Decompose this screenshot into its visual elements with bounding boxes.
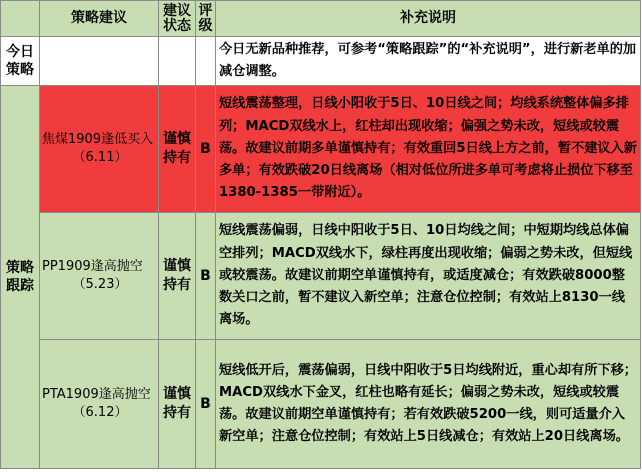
strategy-name-text: PP1909逢高抛空 — [42, 259, 143, 274]
header-note: 补充说明 — [216, 1, 641, 37]
tracking-row-pta — [1, 340, 641, 469]
status-cell: 谨慎持有 — [159, 213, 196, 340]
today-status-empty — [159, 37, 196, 86]
strategy-name-text: 焦煤1909逢低买入 — [42, 132, 154, 147]
header-strategy: 策略建议 — [40, 1, 159, 37]
strategy-date: （6.12） — [72, 405, 128, 420]
note-cell: 短线震荡偏弱，日线中阳收于5日、10日均线之间；中短期均线总体偏空排列；MACD双线水下，绿柱再度出现收缩；偏弱之势未改，但短线或较震荡。故建议前期空单谨慎持有，或适度减仓；有效跌破8000整数关口之前，暂不建议入新空单；注意仓位控制；有效站上8130一线离场。 — [216, 213, 641, 340]
today-note: 今日无新品种推荐，可参考“策略跟踪”的“补充说明”，进行新老单的加减仓调整。 — [216, 37, 641, 86]
strategy-name — [40, 213, 159, 340]
header-status: 建议状态 — [159, 1, 196, 37]
strategy-name — [40, 86, 159, 213]
strategy-name — [40, 340, 159, 469]
grade-cell: B — [196, 340, 216, 469]
strategy-name-text: PTA1909逢高抛空 — [42, 387, 151, 402]
tracking-label: 策略跟踪 — [1, 86, 40, 469]
today-label: 今日策略 — [1, 37, 40, 86]
status-cell: 谨慎持有 — [159, 86, 196, 213]
header-grade: 评级 — [196, 1, 216, 37]
today-strategy-empty — [40, 37, 159, 86]
header-corner — [1, 1, 40, 37]
today-row — [1, 37, 641, 86]
today-grade-empty — [196, 37, 216, 86]
strategy-date: （5.23） — [72, 277, 128, 292]
strategy-date: （6.11） — [72, 150, 128, 165]
status-cell: 谨慎持有 — [159, 340, 196, 469]
header-row — [1, 1, 641, 37]
note-cell: 短线低开后，震荡偏弱，日线中阳收于5日均线附近，重心却有所下移；MACD双线水下金叉，红柱也略有延长；偏弱之势未改，短线或较震荡。故建议前期空单谨慎持有；若有效跌破5200一线，则可适量介入新空单；注意仓位控制；有效站上5日线减仓；有效站上20日线离场。 — [216, 340, 641, 469]
grade-cell: B — [196, 86, 216, 213]
tracking-row-coking-coal — [1, 86, 641, 213]
tracking-row-pp — [1, 213, 641, 340]
grade-cell: B — [196, 213, 216, 340]
note-cell: 短线震荡整理，日线小阳收于5日、10日线之间；均线系统整体偏多排列；MACD双线水上，红柱却出现收缩；偏强之势未改，短线或较震荡。故建议前期多单谨慎持有；有效重回5日线上方之前，暂不建议入新多单；有效跌破20日线离场（相对低位所进多单可考虑将止损位下移至1380-1385一带附近）。 — [216, 86, 641, 213]
